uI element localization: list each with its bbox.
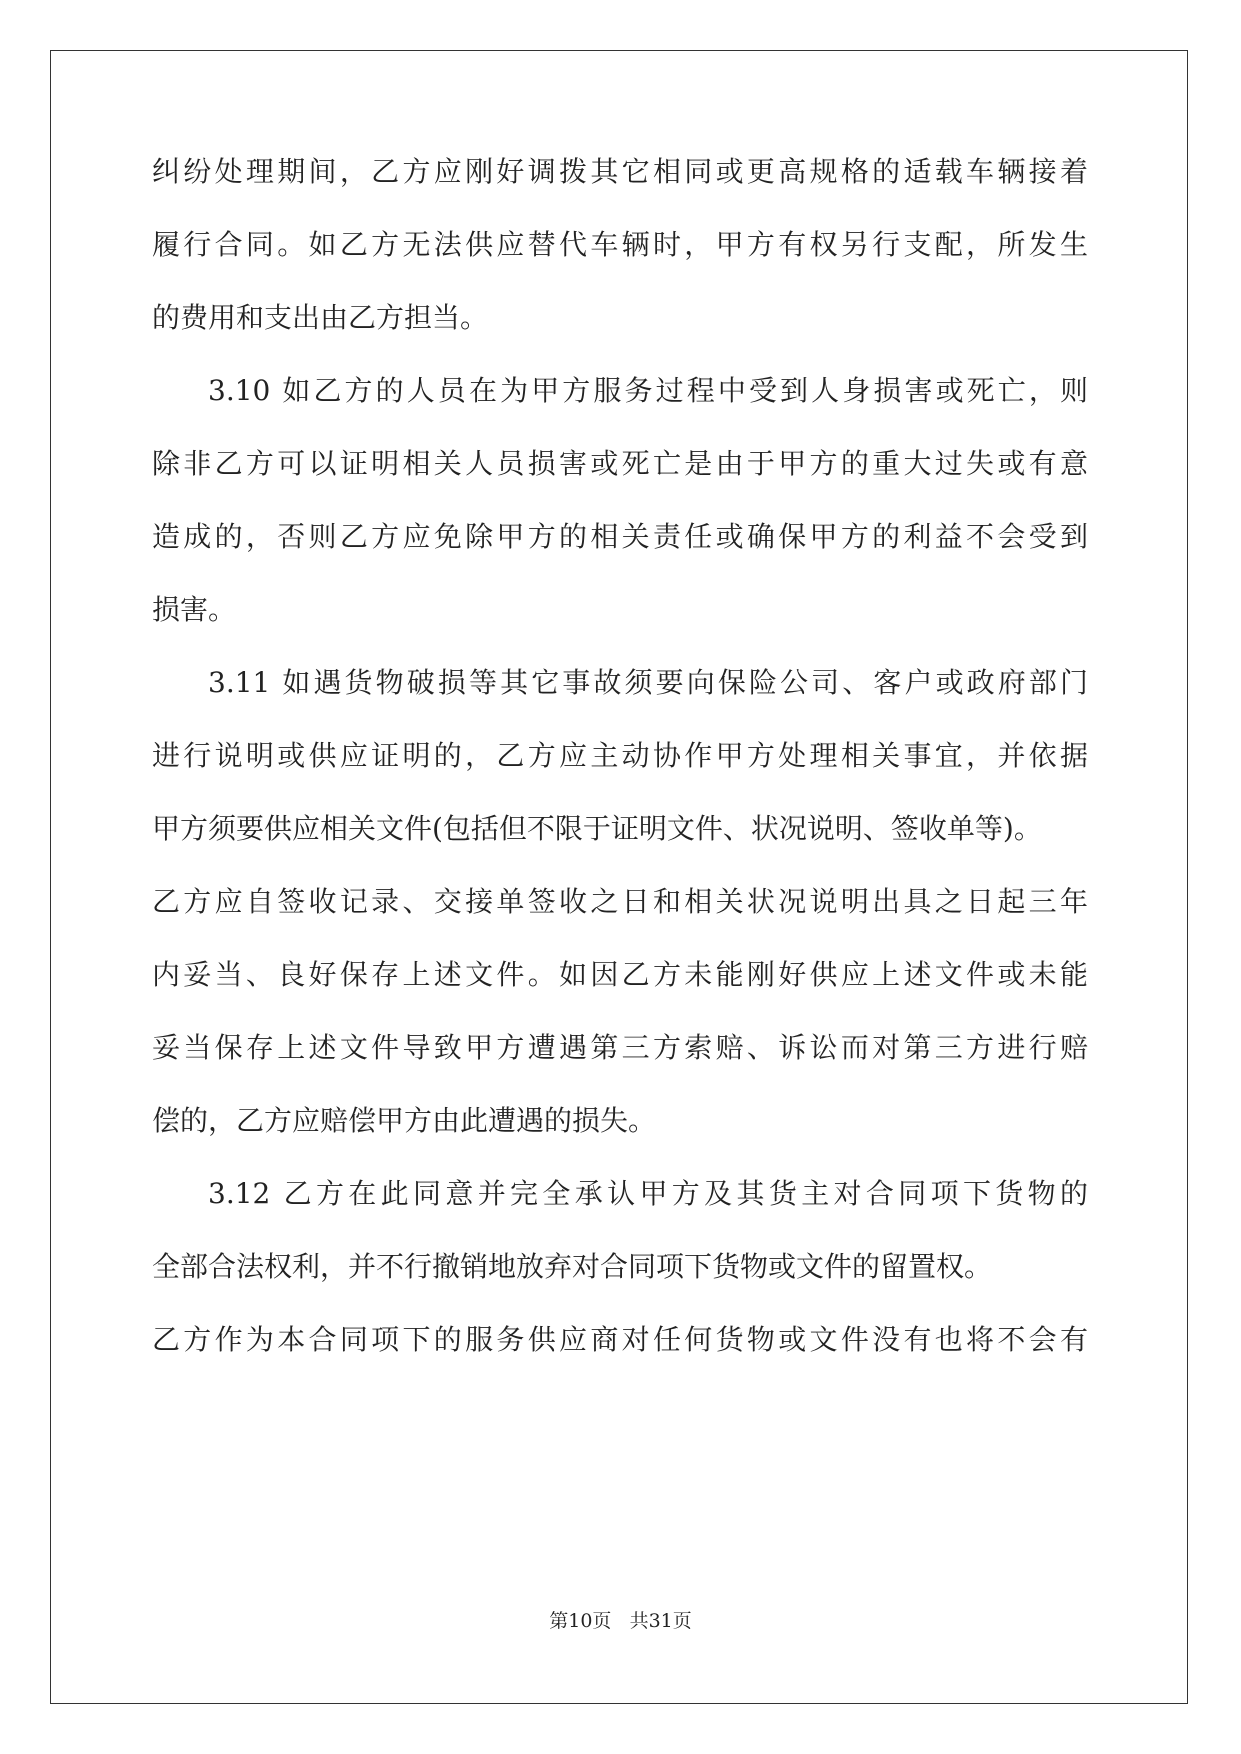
paragraph-start-3-12: 3.12 乙方在此同意并完全承认甲方及其货主对合同项下货物的 — [208, 1177, 1088, 1210]
text-line: 损害。 — [152, 593, 237, 626]
page-footer — [0, 1606, 1241, 1636]
page-number: 第10页 — [549, 1610, 612, 1632]
text-line: 的费用和支出由乙方担当。 — [152, 301, 489, 334]
text-line: 造成的，否则乙方应免除甲方的相关责任或确保甲方的利益不会受到 — [152, 520, 1088, 553]
text-line: 内妥当、良好保存上述文件。如因乙方未能刚好供应上述文件或未能 — [152, 958, 1088, 991]
paragraph-start-3-10: 3.10 如乙方的人员在为甲方服务过程中受到人身损害或死亡，则 — [208, 374, 1088, 407]
text-line: 乙方作为本合同项下的服务供应商对任何货物或文件没有也将不会有 — [152, 1323, 1088, 1356]
page-total: 共31页 — [629, 1610, 692, 1632]
text-line: 纠纷处理期间，乙方应刚好调拨其它相同或更高规格的适载车辆接着 — [152, 155, 1088, 188]
text-line: 偿的，乙方应赔偿甲方由此遭遇的损失。 — [152, 1104, 657, 1137]
text-line: 除非乙方可以证明相关人员损害或死亡是由于甲方的重大过失或有意 — [152, 447, 1088, 480]
text-line: 进行说明或供应证明的，乙方应主动协作甲方处理相关事宜，并依据 — [152, 739, 1088, 772]
text-line: 履行合同。如乙方无法供应替代车辆时，甲方有权另行支配，所发生 — [152, 228, 1088, 261]
text-line: 乙方应自签收记录、交接单签收之日和相关状况说明出具之日起三年 — [152, 885, 1088, 918]
text-line: 甲方须要供应相关文件(包括但不限于证明文件、状况说明、签收单等)。 — [152, 812, 1042, 845]
paragraph-start-3-11: 3.11 如遇货物破损等其它事故须要向保险公司、客户或政府部门 — [208, 666, 1088, 699]
text-line: 全部合法权利，并不行撤销地放弃对合同项下货物或文件的留置权。 — [152, 1250, 993, 1283]
text-line: 妥当保存上述文件导致甲方遭遇第三方索赔、诉讼而对第三方进行赔 — [152, 1031, 1088, 1064]
